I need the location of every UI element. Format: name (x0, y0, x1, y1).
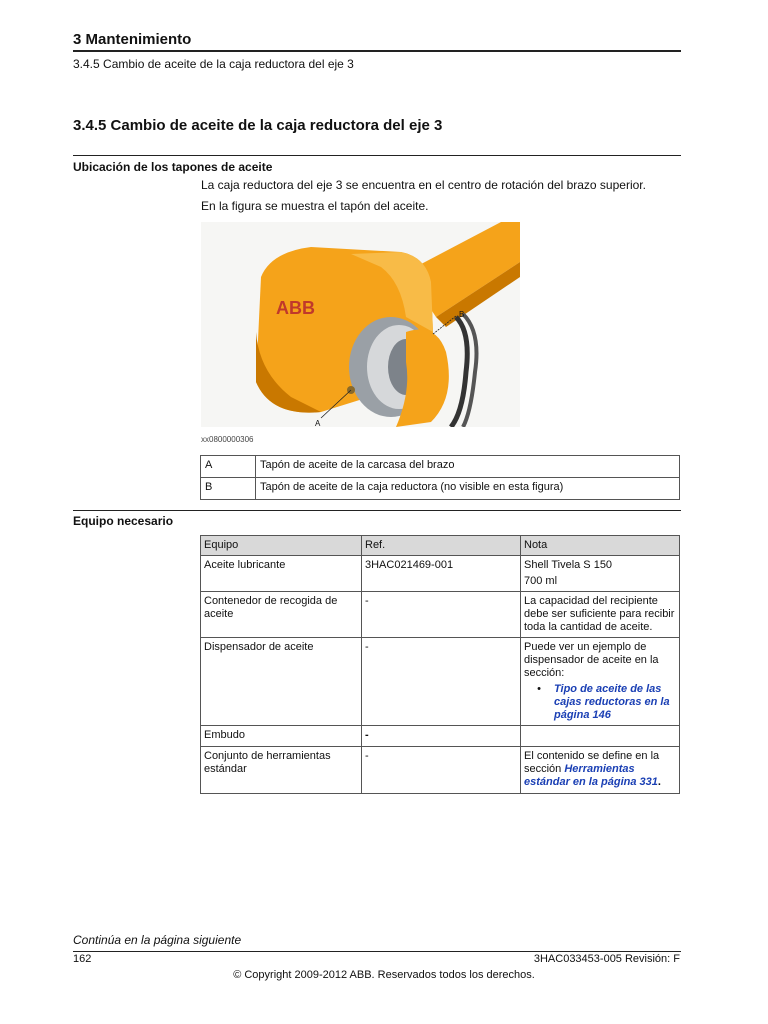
cell-nota (521, 556, 680, 592)
table-row (201, 456, 680, 478)
footer-rule (73, 951, 681, 952)
cell-ref: - (362, 592, 521, 638)
table-header-row (201, 536, 680, 556)
list-item (524, 683, 676, 722)
column-header-equipo: Equipo (201, 536, 362, 556)
cell-equipo: Dispensador de aceite (201, 638, 362, 726)
reference-list (524, 683, 676, 722)
equipment-heading: Equipo necesario (73, 514, 174, 528)
table-row (201, 556, 680, 592)
copyright: © Copyright 2009-2012 ABB. Reservados todos los derechos. (233, 969, 535, 981)
legend-key: A (201, 456, 256, 478)
column-header-ref: Ref. (362, 536, 521, 556)
location-paragraph-2: En la figura se muestra el tapón del aceite. (201, 199, 429, 213)
cell-nota (521, 726, 680, 747)
location-paragraph-1: La caja reductora del eje 3 se encuentra en el centro de rotación del brazo superior. (201, 178, 646, 192)
nota-line-1: Shell Tivela S 150 (524, 559, 613, 571)
cell-ref: - (362, 726, 521, 747)
legend-text: Tapón de aceite de la carcasa del brazo (256, 456, 680, 478)
legend-text: Tapón de aceite de la caja reductora (no visible en esta figura) (256, 478, 680, 500)
cell-equipo: Embudo (201, 726, 362, 747)
callout-a: A (315, 419, 321, 427)
cell-nota (521, 747, 680, 794)
cell-equipo: Aceite lubricante (201, 556, 362, 592)
nota-suffix: . (657, 776, 661, 788)
robot-figure (201, 222, 520, 427)
link-tipo-aceite[interactable]: Tipo de aceite de las cajas reductoras en la página 146 (554, 683, 670, 721)
cell-equipo: Contenedor de recogida de aceite (201, 592, 362, 638)
cell-nota (521, 638, 680, 726)
table-row (201, 478, 680, 500)
table-row (201, 747, 680, 794)
legend-key: B (201, 478, 256, 500)
callout-b: B (459, 310, 465, 319)
equipment-rule (73, 510, 681, 511)
cell-equipo: Conjunto de herramientas estándar (201, 747, 362, 794)
figure-id: xx0800000306 (201, 435, 254, 444)
header-rule (73, 50, 681, 52)
column-header-nota: Nota (521, 536, 680, 556)
legend-table (200, 455, 680, 500)
cell-ref: 3HAC021469-001 (362, 556, 521, 592)
section-title: 3.4.5 Cambio de aceite de la caja reductora del eje 3 (73, 117, 443, 134)
running-title: 3.4.5 Cambio de aceite de la caja reductora del eje 3 (73, 57, 354, 71)
nota-text: Puede ver un ejemplo de dispensador de aceite en la sección: (524, 641, 659, 679)
table-row (201, 592, 680, 638)
location-heading: Ubicación de los tapones de aceite (73, 160, 273, 174)
bullet-icon: • (537, 683, 541, 695)
section-rule (73, 155, 681, 156)
document-revision: 3HAC033453-005 Revisión: F (533, 953, 680, 965)
nota-line-2: 700 ml (524, 575, 558, 587)
page-number: 162 (73, 953, 92, 965)
continue-note: Continúa en la página siguiente (73, 933, 242, 947)
cell-ref: - (362, 638, 521, 726)
table-row (201, 638, 680, 726)
table-row (201, 726, 680, 747)
chapter-heading: 3 Mantenimiento (73, 31, 192, 48)
cell-ref: - (362, 747, 521, 794)
cell-nota: La capacidad del recipiente debe ser suficiente para recibir toda la cantidad de aceite. (521, 592, 680, 638)
svg-text:ABB: ABB (276, 298, 315, 318)
robot-arm-illustration (201, 222, 520, 427)
equipment-table (200, 535, 680, 794)
link-herramientas[interactable]: Herramientas estándar en la página 331 (524, 763, 658, 788)
nota-text: El contenido se define en la sección (524, 750, 660, 775)
